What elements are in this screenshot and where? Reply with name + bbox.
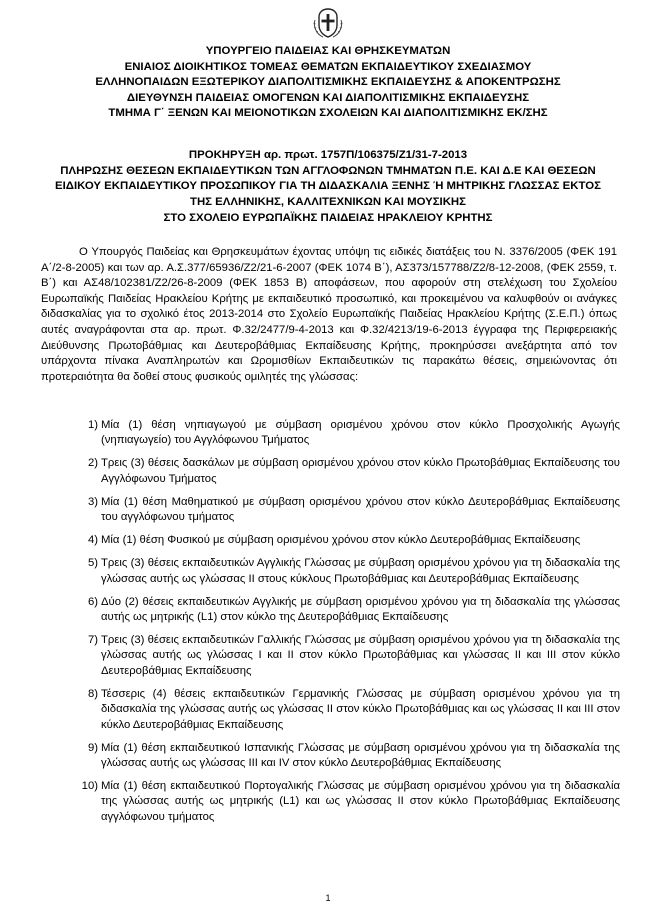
item-number: 10) <box>81 780 98 793</box>
header-line-sector: ΕΝΙΑΙΟΣ ΔΙΟΙΚΗΤΙΚΟΣ ΤΟΜΕΑΣ ΘΕΜΑΤΩΝ ΕΚΠΑΙΔΕΥΤΙΚΟΥ ΣΧΕΔΙΑΣΜΟΥ <box>124 60 532 73</box>
notice-subject-line: ΤΗΣ ΕΛΛΗΝΙΚΗΣ, ΚΑΛΛΙΤΕΧΝΙΚΩΝ ΚΑΙ ΜΟΥΣΙΚΗΣ <box>189 196 466 209</box>
list-item <box>70 779 620 825</box>
list-item <box>70 741 620 772</box>
header-line-ministry: ΥΠΟΥΡΓΕΙΟ ΠΑΙΔΕΙΑΣ ΚΑΙ ΘΡΗΣΚΕΥΜΑΤΩΝ <box>205 45 451 57</box>
item-text: Τρεις (3) θέσεις δασκάλων με σύμβαση ορισμένου χρόνου στον κύκλο Πρωτοβάθμιας Εκπαίδευσης του Αγγλόφωνου Τμήματος <box>101 457 620 485</box>
item-number: 4) <box>87 534 98 547</box>
item-text: Μία (1) θέση εκπαιδευτικού Ισπανικής Γλώσσας με σύμβαση ορισμένου χρόνου για τη διδασκαλία της γλώσσας αυτής ως γλώσσας III και IV στον κύκλο Δευτεροβάθμιας Εκπαίδευσης <box>101 741 620 770</box>
list-item <box>70 687 620 733</box>
item-number: 3) <box>87 495 98 508</box>
list-item <box>70 418 620 449</box>
header-line-directorate: ΔΙΕΥΘΥΝΣΗ ΠΑΙΔΕΙΑΣ ΟΜΟΓΕΝΩΝ ΚΑΙ ΔΙΑΠΟΛΙΤΙΣΜΙΚΗΣ ΕΚΠΑΙΔΕΥΣΗΣ <box>126 91 530 104</box>
item-text: Δύο (2) θέσεις εκπαιδευτικών Αγγλικής με σύμβαση ορισμένου χρόνου για τη διδασκαλία της γλώσσας αυτής ως μητρικής (L1) στον κύκλο της Δευτεροβάθμιας Εκπαίδευσης <box>101 595 620 624</box>
item-text: Μία (1) θέση Μαθηματικού με σύμβαση ορισμένου χρόνου στον κύκλο Δευτεροβάθμιας Εκπαίδευσης του αγγλόφωνου τμήματος <box>101 495 620 524</box>
header-line-sector-cont: ΕΛΛΗΝΟΠΑΙΔΩΝ ΕΞΩΤΕΡΙΚΟΥ ΔΙΑΠΟΛΙΤΙΣΜΙΚΗΣ ΕΚΠΑΙΔΕΥΣΗΣ & ΑΠΟΚΕΝΤΡΩΣΗΣ <box>95 76 561 89</box>
item-number: 6) <box>87 595 98 608</box>
greek-coat-of-arms-icon <box>311 6 345 40</box>
notice-subject-line: ΠΛΗΡΩΣΗΣ ΘΕΣΕΩΝ ΕΚΠΑΙΔΕΥΤΙΚΩΝ ΤΩΝ ΑΓΓΛΟΦΩΝΩΝ ΤΜΗΜΑΤΩΝ Π.Ε. ΚΑΙ Δ.Ε ΚΑΙ ΘΕΣΕΩΝ <box>60 164 596 177</box>
item-text: Μία (1) θέση Φυσικού με σύμβαση ορισμένου χρόνου στον κύκλο Δευτεροβάθμιας Εκπαίδευσης <box>101 534 581 547</box>
list-item <box>70 495 620 526</box>
item-text: Τρεις (3) θέσεις εκπαιδευτικών Γαλλικής Γλώσσας με σύμβαση ορισμένου χρόνου για τη διδασκαλία της γλώσσας αυτής ως γλώσσας I και II στον κύκλο Πρωτοβάθμιας και γλώσσας II και III στον κύκλο Δευτεροβάθμιας Εκπαίδευσης <box>101 634 620 677</box>
item-number: 7) <box>87 634 98 647</box>
notice-reference: ΠΡΟΚΗΡΥΞΗ αρ. πρωτ. 1757Π/106375/Ζ1/31-7-2013 <box>188 149 468 161</box>
ministry-header <box>40 44 616 122</box>
header-line-department: ΤΜΗΜΑ Γ΄ ΞΕΝΩΝ ΚΑΙ ΜΕΙΟΝΟΤΙΚΩΝ ΣΧΟΛΕΙΩΝ ΚΑΙ ΔΙΑΠΟΛΙΤΙΣΜΙΚΗΣ ΕΚ/ΣΗΣ <box>108 107 548 120</box>
notice-school-line: ΣΤΟ ΣΧΟΛΕΙΟ ΕΥΡΩΠΑΪΚΗΣ ΠΑΙΔΕΙΑΣ ΗΡΑΚΛΕΙΟΥ ΚΡΗΤΗΣ <box>163 211 493 224</box>
item-number: 1) <box>87 419 98 431</box>
item-text: Μία (1) θέση εκπαιδευτικού Πορτογαλικής Γλώσσας με σύμβαση ορισμένου χρόνου για τη διδασκαλία της γλώσσας αυτής ως μητρικής (L1) και ως γλώσσας II στον κύκλο Πρωτοβάθμιας Εκπαίδευσης αγγλόφωνου τμήματος <box>101 780 620 823</box>
notice-subject-line: ΕΙΔΙΚΟΥ ΕΚΠΑΙΔΕΥΤΙΚΟΥ ΠΡΟΣΩΠΙΚΟΥ ΓΙΑ ΤΗ ΔΙΔΑΣΚΑΛΙΑ ΞΕΝΗΣ Ή ΜΗΤΡΙΚΗΣ ΓΛΩΣΣΑΣ ΕΚΤΟΣ <box>55 180 601 193</box>
positions-list <box>70 418 620 833</box>
item-number: 9) <box>87 741 98 754</box>
item-number: 8) <box>87 687 98 700</box>
list-item <box>70 533 620 548</box>
item-text: Τέσσερις (4) θέσεις εκπαιδευτικών Γερμανικής Γλώσσας με σύμβαση ορισμένου χρόνου για τη διδασκαλία της γλώσσας αυτής ως γλώσσας II στον κύκλο Πρωτοβάθμιας και ως γλώσσας II και III στον κύκλο Δευτεροβάθμιας Εκπαίδευσης <box>101 687 620 731</box>
item-text: Μία (1) θέση νηπιαγωγού με σύμβαση ορισμένου χρόνου στον κύκλο Προσχολικής Αγωγής (νηπιαγωγείο) του Αγγλόφωνου Τμήματος <box>101 419 620 447</box>
item-number: 2) <box>87 457 98 470</box>
item-text: Τρεις (3) θέσεις εκπαιδευτικών Αγγλικής Γλώσσας με σύμβαση ορισμένου χρόνου για τη διδασκαλία της γλώσσας αυτής ως γλώσσας II στους κύκλους Πρωτοβάθμιας και Δευτεροβάθμιας Εκπαίδευσης <box>101 557 620 585</box>
list-item <box>70 556 620 587</box>
list-item <box>70 633 620 679</box>
intro-paragraph: Ο Υπουργός Παιδείας και Θρησκευμάτων έχοντας υπόψη τις ειδικές διατάξεις του Ν. 3376/2005 (ΦΕΚ 191 Α΄/2-8-2005) και των αρ. Α.Σ.377/65936/Ζ2/21-6-2007 (ΦΕΚ 1074 Β΄), ΑΣ373/157788/Ζ2/8-12-2008, (ΦΕΚ 2559, τ. Β΄) και ΑΣ48/102381/Ζ2/26-8-2009 (ΦΕΚ 1853 Β) αποφάσεων, που αφορούν στη στελέχωση του Σχολείου Ευρωπαϊκής Παιδείας Ηρακλείου Κρήτης με εκπαιδευτικό προσωπικό, και προκειμένου να καλυφθούν οι ανάγκες διδασκαλίας για το σχολικό έτος 2013-2014 στο Σχολείο Ευρωπαϊκής Παιδείας Ηρακλείου Κρήτης (Σ.Ε.Π.) όπως αυτές αναγράφονται στα αρ. πρωτ. Φ.32/2477/9-4-2013 και Φ.32/4213/19-6-2013 έγγραφα της Περιφερειακής Διεύθυνσης Πρωτοβάθμιας και Δευτεροβάθμιας Εκπαίδευσης Κρήτης, προκηρύσσει ανεξάρτητα από τον υπάρχοντα πίνακα Αναπληρωτών και Ωρομισθίων Εκπαιδευτικών τις παρακάτω θέσεις, σημειώνοντας ότι προτεραιότητα θα δοθεί στους φυσικούς ομιλητές της γλώσσας: <box>41 246 617 383</box>
item-number: 5) <box>87 557 98 570</box>
list-item <box>70 595 620 626</box>
page-number: 1 <box>325 893 331 903</box>
notice-title <box>40 148 616 227</box>
list-item <box>70 456 620 487</box>
